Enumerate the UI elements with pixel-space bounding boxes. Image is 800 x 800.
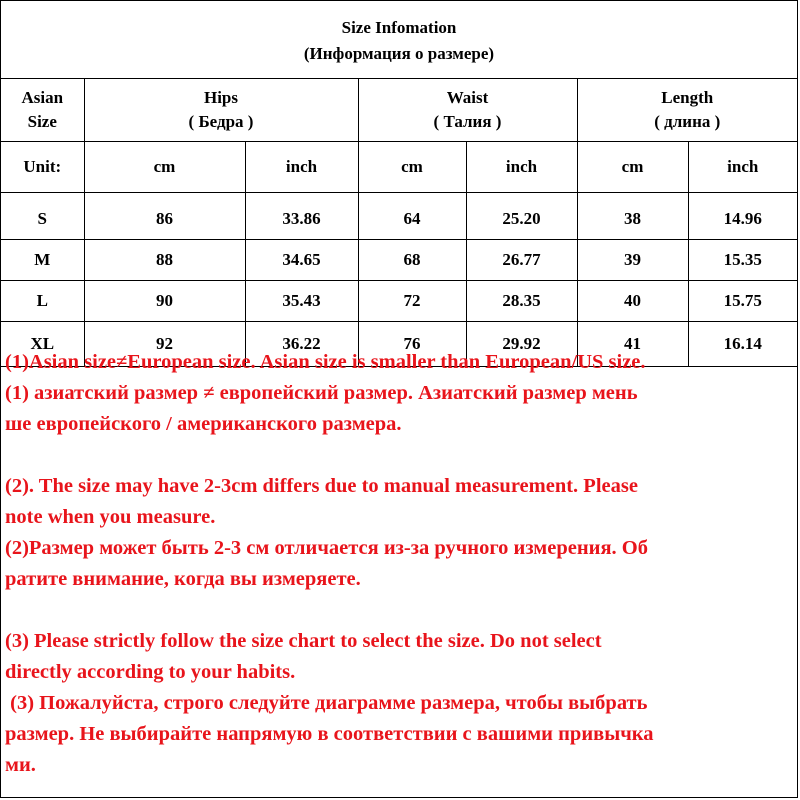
note-2-english-cont: note when you measure. [5, 506, 216, 528]
header-hips: Hips ( Бедра ) [84, 79, 358, 142]
title-russian: (Информация о размере) [303, 44, 495, 63]
note-spacer [5, 440, 797, 471]
size-notes [5, 347, 797, 781]
header-row [1, 79, 797, 142]
unit-length-cm: cm [577, 142, 688, 193]
note-2-russian: (2)Размер может быть 2-3 см отличается из-за ручного измерения. Об [5, 537, 649, 559]
note-3-english: (3) Please strictly follow the size chart to select the size. Do not select [5, 630, 602, 652]
note-3-russian: (3) Пожалуйста, строго следуйте диаграмме размера, чтобы выбрать [5, 692, 648, 714]
note-2-russian-cont: ратите внимание, когда вы измеряете. [5, 568, 361, 590]
unit-row [1, 142, 797, 193]
title-english: Size Infomation [341, 18, 457, 37]
unit-waist-inch: inch [466, 142, 577, 193]
header-length: Length ( длина ) [577, 79, 797, 142]
header-asian-size: Asian Size [1, 79, 84, 142]
note-3-russian-end: ми. [5, 754, 36, 776]
note-3-english-cont: directly according to your habits. [5, 661, 296, 683]
title-box [1, 1, 797, 79]
unit-length-inch: inch [688, 142, 797, 193]
table-row: M 88 34.65 68 26.77 39 15.35 [1, 240, 797, 281]
note-2-english: (2). The size may have 2-3cm differs due to manual measurement. Please [5, 475, 638, 497]
header-waist: Waist ( Талия ) [358, 79, 577, 142]
table-row: L 90 35.43 72 28.35 40 15.75 [1, 281, 797, 322]
unit-waist-cm: cm [358, 142, 466, 193]
unit-hips-cm: cm [84, 142, 245, 193]
unit-hips-inch: inch [245, 142, 358, 193]
note-1-russian-cont: ше европейского / американского размера. [5, 413, 402, 435]
note-spacer [5, 595, 797, 626]
note-1-english: (1)Asian size≠European size. Asian size is smaller than European/US size. [5, 351, 646, 373]
table-row: XL 92 36.22 76 29.92 41 16.14 [1, 322, 797, 367]
unit-label: Unit: [1, 142, 84, 193]
table-row: S 86 33.86 64 25.20 38 14.96 [1, 193, 797, 240]
note-1-russian: (1) азиатский размер ≠ европейский размер. Азиатский размер мень [5, 382, 638, 404]
note-3-russian-cont: размер. Не выбирайте напрямую в соответствии с вашими привычка [5, 723, 654, 745]
size-table [1, 79, 797, 367]
